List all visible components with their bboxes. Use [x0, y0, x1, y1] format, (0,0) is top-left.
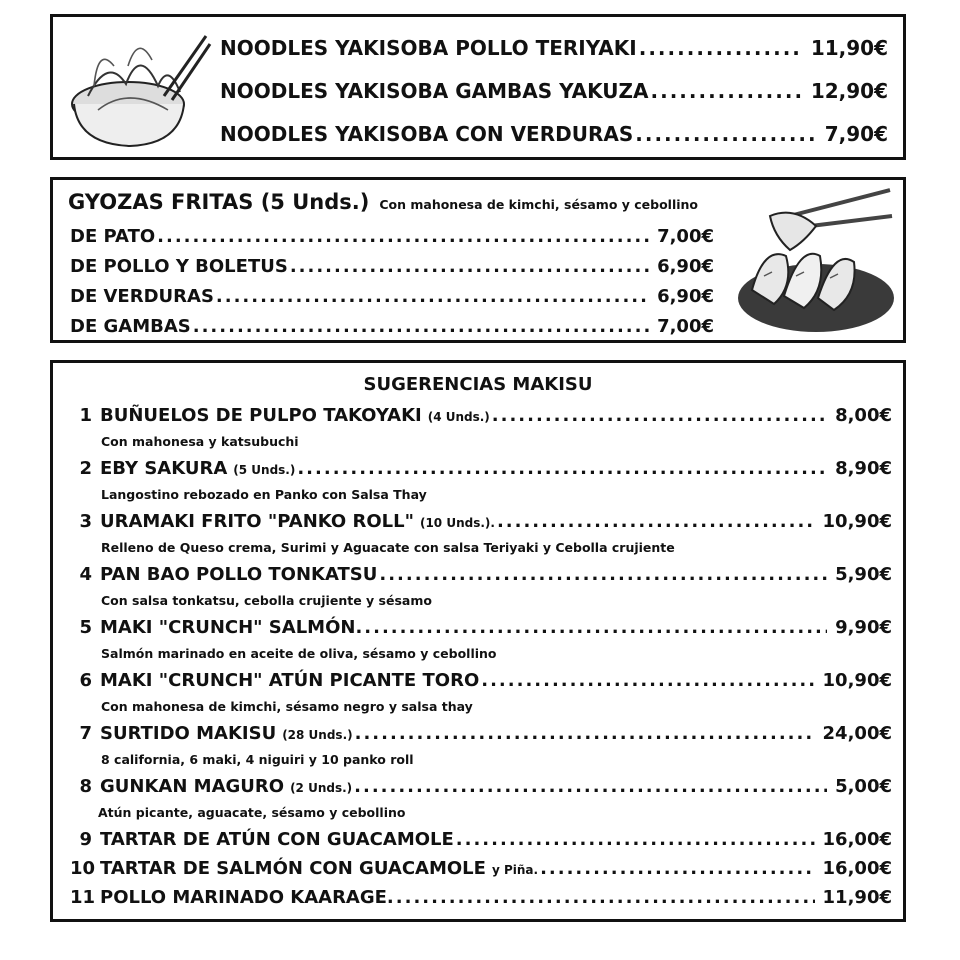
leader-dots	[651, 79, 803, 103]
leader-dots	[540, 858, 814, 879]
item-price: 9,90€	[835, 617, 892, 638]
item-number: 5	[79, 617, 92, 638]
gyoza-item-3	[70, 286, 714, 307]
makisu-desc-4: Con salsa tonkatsu, cebolla crujiente y sésamo	[101, 593, 432, 608]
item-qty: (5 Unds.)	[233, 463, 296, 477]
leader-dots	[396, 887, 815, 908]
item-number: 7	[79, 723, 92, 744]
item-name: GUNKAN MAGURO	[100, 776, 285, 797]
item-price: 24,00€	[822, 723, 892, 744]
item-name: EBY SAKURA	[100, 458, 228, 479]
item-name: PAN BAO POLLO TONKATSU	[100, 564, 378, 585]
leader-dots	[492, 405, 827, 426]
item-price: 7,90€	[824, 122, 888, 146]
item-name: TARTAR DE SALMÓN CON GUACAMOLE	[100, 858, 486, 879]
gyoza-item-4	[70, 316, 714, 337]
noodle-item-2	[220, 79, 888, 103]
makisu-item-8	[70, 776, 892, 797]
item-number: 8	[79, 776, 92, 797]
makisu-item-6	[70, 670, 892, 691]
item-price: 6,90€	[657, 256, 714, 277]
leader-dots	[497, 511, 815, 532]
item-qty: (4 Unds.)	[427, 410, 490, 424]
makisu-desc-1: Con mahonesa y katsubuchi	[101, 434, 299, 449]
item-number: 9	[79, 829, 92, 850]
item-price: 11,90€	[822, 887, 892, 908]
item-price: 10,90€	[822, 511, 892, 532]
item-price: 6,90€	[657, 286, 714, 307]
item-price: 5,90€	[835, 564, 892, 585]
makisu-item-2	[70, 458, 892, 479]
item-qty: (2 Unds.)	[290, 781, 353, 795]
gyozas-header	[68, 190, 698, 214]
leader-dots	[481, 670, 814, 691]
item-price: 8,00€	[835, 405, 892, 426]
makisu-title: SUGERENCIAS MAKISU	[363, 374, 593, 395]
item-price: 10,90€	[822, 670, 892, 691]
item-name: DE GAMBAS	[70, 316, 191, 337]
item-number: 6	[79, 670, 92, 691]
leader-dots	[354, 776, 827, 797]
item-qty: (28 Unds.)	[282, 728, 353, 742]
item-name: POLLO MARINADO KAARAGE.	[100, 887, 394, 908]
leader-dots	[635, 122, 816, 146]
makisu-desc-3: Relleno de Queso crema, Surimi y Aguacate con salsa Teriyaki y Cebolla crujiente	[101, 540, 675, 555]
makisu-item-11	[70, 887, 892, 908]
leader-dots	[157, 226, 649, 247]
noodle-item-3	[220, 122, 888, 146]
item-name: MAKI "CRUNCH" SALMÓN.	[100, 617, 363, 638]
item-price: 12,90€	[810, 79, 888, 103]
item-name: TARTAR DE ATÚN CON GUACAMOLE	[100, 829, 454, 850]
item-price: 16,00€	[822, 858, 892, 879]
leader-dots	[290, 256, 649, 277]
makisu-desc-8: Atún picante, aguacate, sésamo y cebollino	[98, 805, 406, 820]
leader-dots	[216, 286, 649, 307]
item-number: 11	[70, 887, 96, 908]
item-price: 7,00€	[657, 226, 714, 247]
leader-dots	[456, 829, 815, 850]
item-qty: (10 Unds.).	[419, 516, 495, 530]
item-price: 7,00€	[657, 316, 714, 337]
item-number: 3	[79, 511, 92, 532]
makisu-desc-7: 8 california, 6 maki, 4 niguiri y 10 panko roll	[101, 752, 414, 767]
item-name: DE PATO	[70, 226, 156, 247]
item-name: MAKI "CRUNCH" ATÚN PICANTE TORO	[100, 670, 480, 691]
leader-dots	[379, 564, 827, 585]
leader-dots	[364, 617, 827, 638]
makisu-item-7	[70, 723, 892, 744]
makisu-item-4	[70, 564, 892, 585]
item-number: 4	[79, 564, 92, 585]
makisu-item-3	[70, 511, 892, 532]
makisu-desc-5: Salmón marinado en aceite de oliva, sésamo y cebollino	[101, 646, 497, 661]
item-number: 2	[79, 458, 92, 479]
item-price: 11,90€	[810, 36, 888, 60]
item-name: NOODLES YAKISOBA POLLO TERIYAKI	[220, 36, 637, 60]
makisu-desc-2: Langostino rebozado en Panko con Salsa Thay	[101, 487, 427, 502]
makisu-item-1	[70, 405, 892, 426]
makisu-item-9	[70, 829, 892, 850]
leader-dots	[639, 36, 803, 60]
item-name: NOODLES YAKISOBA GAMBAS YAKUZA	[220, 79, 649, 103]
item-price: 5,00€	[835, 776, 892, 797]
noodle-item-1	[220, 36, 888, 60]
item-qty: y Piña.	[491, 863, 539, 877]
gyoza-plate-icon	[734, 186, 896, 336]
item-number: 10	[70, 858, 96, 879]
gyozas-title: GYOZAS FRITAS (5 Unds.)	[68, 190, 370, 214]
leader-dots	[193, 316, 649, 337]
item-name: SURTIDO MAKISU	[100, 723, 277, 744]
item-price: 16,00€	[822, 829, 892, 850]
item-name: BUÑUELOS DE PULPO TAKOYAKI	[100, 405, 422, 426]
gyozas-subtitle: Con mahonesa de kimchi, sésamo y cebollino	[379, 197, 699, 212]
item-price: 8,90€	[835, 458, 892, 479]
makisu-desc-6: Con mahonesa de kimchi, sésamo negro y salsa thay	[101, 699, 473, 714]
noodle-bowl-icon	[68, 26, 212, 154]
leader-dots	[355, 723, 815, 744]
gyoza-item-1	[70, 226, 714, 247]
item-name: DE VERDURAS	[70, 286, 214, 307]
makisu-item-10	[70, 858, 892, 879]
makisu-item-5	[70, 617, 892, 638]
item-name: URAMAKI FRITO "PANKO ROLL"	[100, 511, 414, 532]
leader-dots	[297, 458, 827, 479]
item-name: DE POLLO Y BOLETUS	[70, 256, 288, 277]
item-number: 1	[79, 405, 92, 426]
item-name: NOODLES YAKISOBA CON VERDURAS	[220, 122, 634, 146]
gyoza-item-2	[70, 256, 714, 277]
